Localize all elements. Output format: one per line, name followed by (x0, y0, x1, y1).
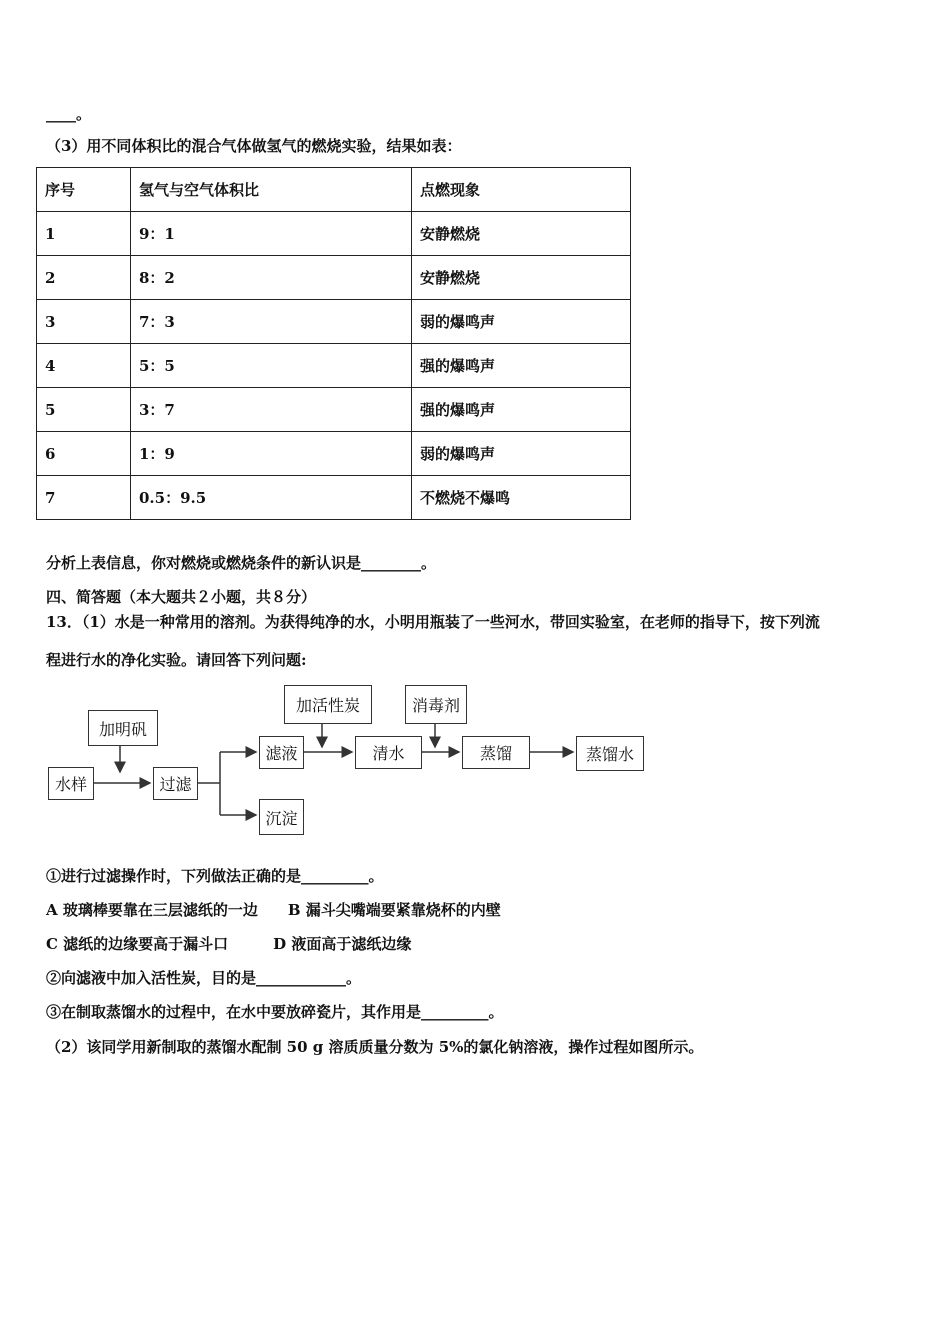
table-cell: 9：1 (131, 212, 412, 256)
table-row (37, 344, 631, 388)
table-header: 氢气与空气体积比 (131, 168, 412, 212)
clear-water-box: 清水 (355, 736, 422, 769)
table-cell: 强的爆鸣声 (412, 344, 631, 388)
add-activated-carbon-box: 加活性炭 (284, 685, 372, 724)
table-cell: 7：3 (131, 300, 412, 344)
table-cell: 4 (37, 344, 131, 388)
table-row (37, 388, 631, 432)
table-header: 点燃现象 (412, 168, 631, 212)
table-cell: 安静燃烧 (412, 212, 631, 256)
water-purification-flowchart (0, 680, 700, 840)
question-13-part-2: （2）该同学用新制取的蒸馏水配制 50 g 溶质质量分数为 5%的氯化钠溶液，操作过程如图所示。 (46, 1038, 704, 1056)
table-header-row (37, 168, 631, 212)
table-cell: 3 (37, 300, 131, 344)
table-cell: 不燃烧不爆鸣 (412, 476, 631, 520)
add-alum-box: 加明矾 (88, 710, 158, 746)
table-row (37, 476, 631, 520)
section-4-heading: 四、简答题（本大题共２小题，共８分） (46, 588, 317, 606)
table-cell: 1：9 (131, 432, 412, 476)
table-row (37, 300, 631, 344)
table-cell: 0.5：9.5 (131, 476, 412, 520)
options-c-d: C 滤纸的边缘要高于漏斗口 D 液面高于滤纸边缘 (46, 935, 412, 953)
table-row (37, 212, 631, 256)
analysis-question: 分析上表信息，你对燃烧或燃烧条件的新认识是________。 (46, 554, 437, 572)
table-header: 序号 (37, 168, 131, 212)
sub-question-1: ①进行过滤操作时，下列做法正确的是_________。 (46, 867, 384, 885)
table-cell: 弱的爆鸣声 (412, 300, 631, 344)
table-cell: 强的爆鸣声 (412, 388, 631, 432)
table-cell: 3：7 (131, 388, 412, 432)
options-a-b: A 玻璃棒要靠在三层滤纸的一边 B 漏斗尖嘴端要紧靠烧杯的内壁 (46, 901, 501, 919)
table-cell: 2 (37, 256, 131, 300)
table-cell: 弱的爆鸣声 (412, 432, 631, 476)
table-cell: 1 (37, 212, 131, 256)
question-13-line-1: 13．（1）水是一种常用的溶剂。为获得纯净的水，小明用瓶装了一些河水，带回实验室，在老师的指导下，按下列流 (46, 613, 820, 631)
table-cell: 6 (37, 432, 131, 476)
disinfectant-box: 消毒剂 (405, 685, 467, 724)
table-cell: 8：2 (131, 256, 412, 300)
sub-question-3: ③在制取蒸馏水的过程中，在水中要放碎瓷片，其作用是_________。 (46, 1003, 504, 1021)
precipitate-box: 沉淀 (259, 799, 304, 835)
question-3-intro: （3）用不同体积比的混合气体做氢气的燃烧实验，结果如表： (46, 137, 462, 155)
table-cell: 5：5 (131, 344, 412, 388)
sub-question-2: ②向滤液中加入活性炭，目的是____________。 (46, 969, 362, 987)
filtrate-box: 滤液 (259, 736, 304, 769)
distill-box: 蒸馏 (462, 736, 530, 769)
table-cell: 7 (37, 476, 131, 520)
table-row (37, 432, 631, 476)
question-13-line-2: 程进行水的净化实验。请回答下列问题: (46, 651, 307, 669)
table-cell: 安静燃烧 (412, 256, 631, 300)
distilled-water-box: 蒸馏水 (576, 736, 644, 771)
water-sample-box: 水样 (48, 767, 94, 800)
hydrogen-combustion-table (36, 167, 631, 520)
table-row (37, 256, 631, 300)
filter-box: 过滤 (153, 767, 198, 800)
top-blank-line: ____。 (46, 105, 92, 123)
table-cell: 5 (37, 388, 131, 432)
